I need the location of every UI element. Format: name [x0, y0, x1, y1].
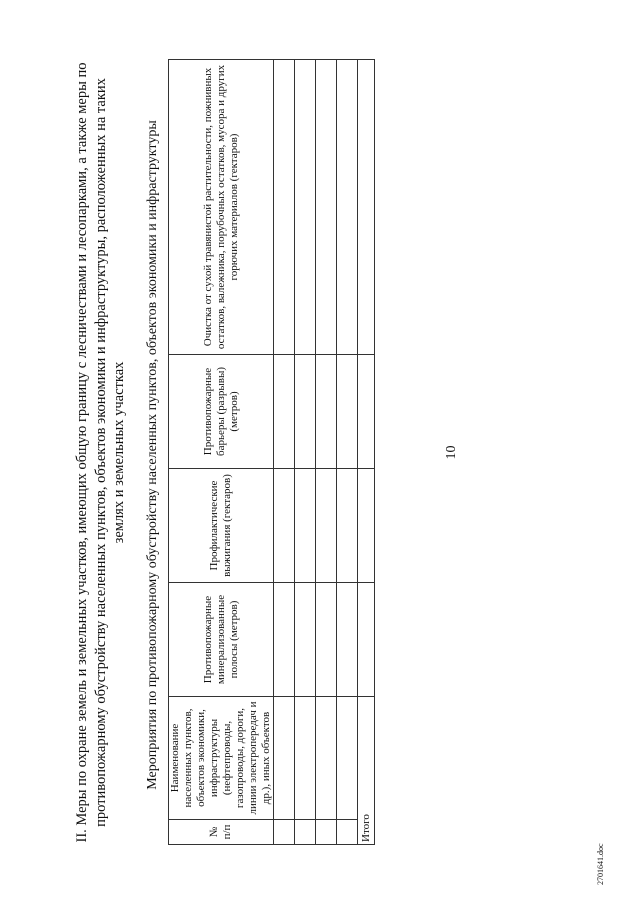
- table-cell: [274, 60, 295, 355]
- table-cell: [337, 355, 358, 469]
- column-header: Наименование населенных пунктов, объектов экономики, инфраструктуры (нефтепроводы, газопроводы, дороги, линии электропередач и др.), иных объектов: [169, 697, 274, 820]
- table-cell: [316, 355, 337, 469]
- table-cell: [358, 60, 375, 355]
- table-cell: [316, 469, 337, 583]
- table-cell: [337, 60, 358, 355]
- column-header: Противопожарные минерализованные полосы (метров): [169, 583, 274, 697]
- table-cell: [274, 820, 295, 845]
- table-row: [337, 60, 358, 845]
- column-header: № п/п: [169, 820, 274, 845]
- total-label: Итого: [358, 697, 375, 845]
- section-title: II. Меры по охране земель и земельных участков, имеющих общую границу с лесничествами и лесопарками, а также меры по противопожарному обустройству населенных пунктов, объектов экономики и инфраструктуры, расположенных на таких землях и земельных участках: [74, 62, 127, 843]
- table-cell: [274, 583, 295, 697]
- page-number: 10: [444, 445, 459, 460]
- table-row: [316, 60, 337, 845]
- column-header: Очистка от сухой травянистой растительности, пожнивных остатков, валежника, порубочных остатков, мусора и других горючих материалов (гектаров): [169, 60, 274, 355]
- table-cell: [358, 355, 375, 469]
- column-header: Противопожарные барьеры (разрывы) (метров): [169, 355, 274, 469]
- table-cell: [295, 355, 316, 469]
- table-cell: [358, 583, 375, 697]
- table-cell: [274, 469, 295, 583]
- table-cell: [337, 469, 358, 583]
- table-cell: [316, 60, 337, 355]
- total-row: [358, 60, 375, 845]
- table-header-row: [169, 60, 274, 845]
- table-cell: [316, 820, 337, 845]
- table-cell: [337, 820, 358, 845]
- table-cell: [337, 697, 358, 820]
- table-cell: [337, 583, 358, 697]
- column-header: Профилактические выжигания (гектаров): [169, 469, 274, 583]
- table-cell: [274, 697, 295, 820]
- table-cell: [358, 469, 375, 583]
- table-cell: [295, 469, 316, 583]
- table-cell: [295, 583, 316, 697]
- table-cell: [274, 355, 295, 469]
- table-row: [274, 60, 295, 845]
- measures-table: [168, 59, 375, 845]
- table-row: [295, 60, 316, 845]
- document-code: 2701641.doc: [596, 843, 605, 885]
- table-cell: [316, 583, 337, 697]
- table-cell: [295, 820, 316, 845]
- table-cell: [316, 697, 337, 820]
- table-cell: [295, 697, 316, 820]
- table-subtitle: Мероприятия по противопожарному обустройству населенных пунктов, объектов экономики и инфраструктуры: [145, 120, 160, 790]
- table-cell: [295, 60, 316, 355]
